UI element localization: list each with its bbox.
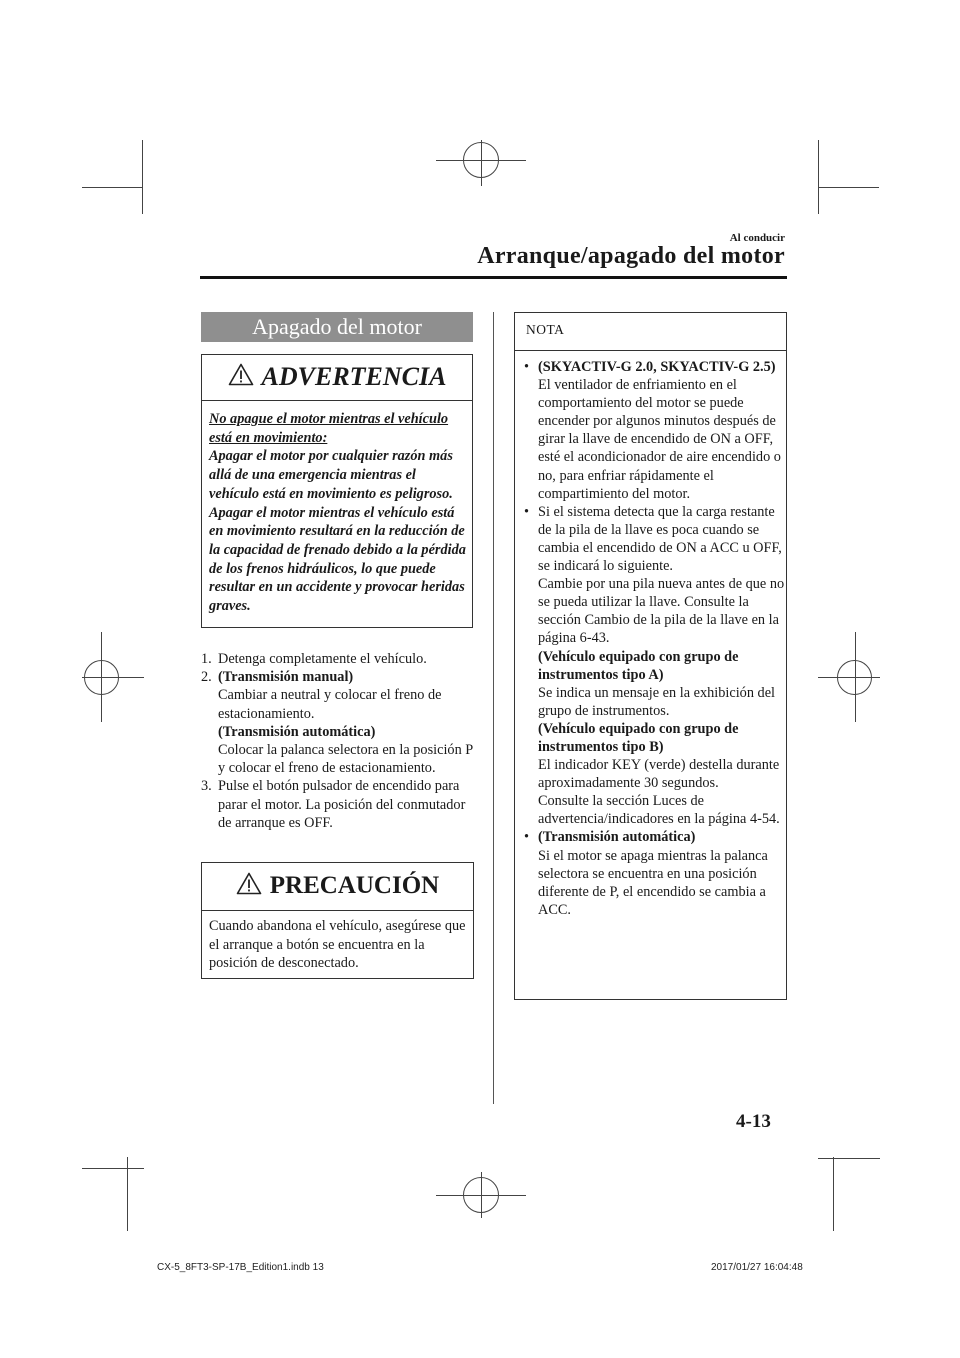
list-item <box>524 503 786 829</box>
step-text: Colocar la palanca selectora en la posición P y colocar el freno de estacionamiento. <box>218 742 473 777</box>
caution-box <box>201 862 474 979</box>
warning-triangle-icon <box>228 363 254 391</box>
note-text: El ventilador de enfriamiento en el comportamiento del motor se puede encender por algunos minutos después de girar la llave de encendido de ON a OFF, esté el acondicionador de aire encendido o no, para enfriar rápidamente el compartimiento del motor. <box>538 377 781 502</box>
note-text: Cambie por una pila nueva antes de que no se pueda utilizar la llave. Consulte la sección Cambio de la pila de la llave en la página 6-43. <box>538 576 785 647</box>
warning-box <box>201 354 473 628</box>
note-list <box>524 358 786 919</box>
note-text: El indicador KEY (verde) destella durante aproximadamente 30 segundos. <box>538 757 780 792</box>
step-subheading: (Transmisión manual) <box>218 669 354 686</box>
caution-header <box>202 863 473 909</box>
step-text: Pulse el botón pulsador de encendido para parar el motor. La posición del conmutador de arranque es OFF. <box>218 778 466 831</box>
step-subheading: (Transmisión automática) <box>218 723 376 740</box>
bullet-icon: • <box>524 829 530 846</box>
note-text: Consulte la sección Luces de advertencia/indicadores en la página 4-54. <box>538 793 780 828</box>
note-divider <box>515 350 786 351</box>
note-subheading: (Vehículo equipado con grupo de instrumentos tipo A) <box>538 648 739 683</box>
page-title: Arranque/apagado del motor <box>477 243 785 269</box>
list-item <box>524 828 786 918</box>
chapter-label: Al conducir <box>729 232 785 244</box>
bullet-icon: • <box>524 359 530 375</box>
header-rule <box>200 276 787 279</box>
warning-lead: No apague el motor mientras el vehículo está en movimiento: <box>209 411 449 446</box>
note-subheading: (Transmisión automática) <box>538 829 696 846</box>
warning-text <box>209 410 467 616</box>
step-text: Detenga completamente el vehículo. <box>218 651 427 667</box>
warning-body: Apagar el motor por cualquier razón más allá de una emergencia mientras el vehículo está en movimiento es peligroso. Apagar el motor mientras el vehículo está en movimiento resultará en la reducción de la capacidad de frenado debido a la pérdida de los frenos hidráulicos, lo que puede resultar en un accidente y provocar heridas graves. <box>209 448 466 615</box>
note-title: NOTA <box>526 322 565 337</box>
step-text: Cambiar a neutral y colocar el freno de estacionamiento. <box>218 687 442 722</box>
note-text: Se indica un mensaje en la exhibición del grupo de instrumentos. <box>538 684 776 719</box>
caution-text: Cuando abandona el vehículo, asegúrese que el arranque a botón se encuentra en la posición de desconectado. <box>209 918 466 971</box>
step-number: 1. <box>201 651 212 667</box>
note-subheading: (Vehículo equipado con grupo de instrumentos tipo B) <box>538 720 739 755</box>
list-item <box>524 358 786 503</box>
note-text: Si el sistema detecta que la carga restante de la pila de la llave es poca cuando se cambia el encendido de ON a ACC u OFF, se indicará lo siguiente. <box>538 503 782 575</box>
step-number: 2. <box>201 669 212 686</box>
step-number: 3. <box>201 778 212 795</box>
list-item <box>201 668 476 777</box>
caution-divider <box>202 910 473 911</box>
list-item <box>201 650 476 668</box>
note-box <box>514 312 787 1000</box>
caution-title: PRECAUCIÓN <box>269 872 440 899</box>
page-number: 4-13 <box>736 1111 771 1132</box>
column-divider <box>493 312 494 1104</box>
list-item <box>201 777 476 832</box>
note-subheading: (SKYACTIV-G 2.0, SKYACTIV-G 2.5) <box>538 359 776 375</box>
warning-header <box>202 355 472 399</box>
footer-file: CX-5_8FT3-SP-17B_Edition1.indb 13 <box>157 1262 324 1273</box>
footer-datetime: 2017/01/27 16:04:48 <box>711 1262 803 1273</box>
warning-divider <box>202 400 472 401</box>
note-text: Si el motor se apaga mientras la palanca selectora se encuentra en una posición diferente de P, el encendido se cambia a ACC. <box>538 847 768 918</box>
bullet-icon: • <box>524 503 530 520</box>
section-title: Apagado del motor <box>201 312 473 342</box>
warning-title: ADVERTENCIA <box>261 362 447 391</box>
caution-triangle-icon <box>236 872 262 900</box>
steps-list <box>201 650 476 832</box>
